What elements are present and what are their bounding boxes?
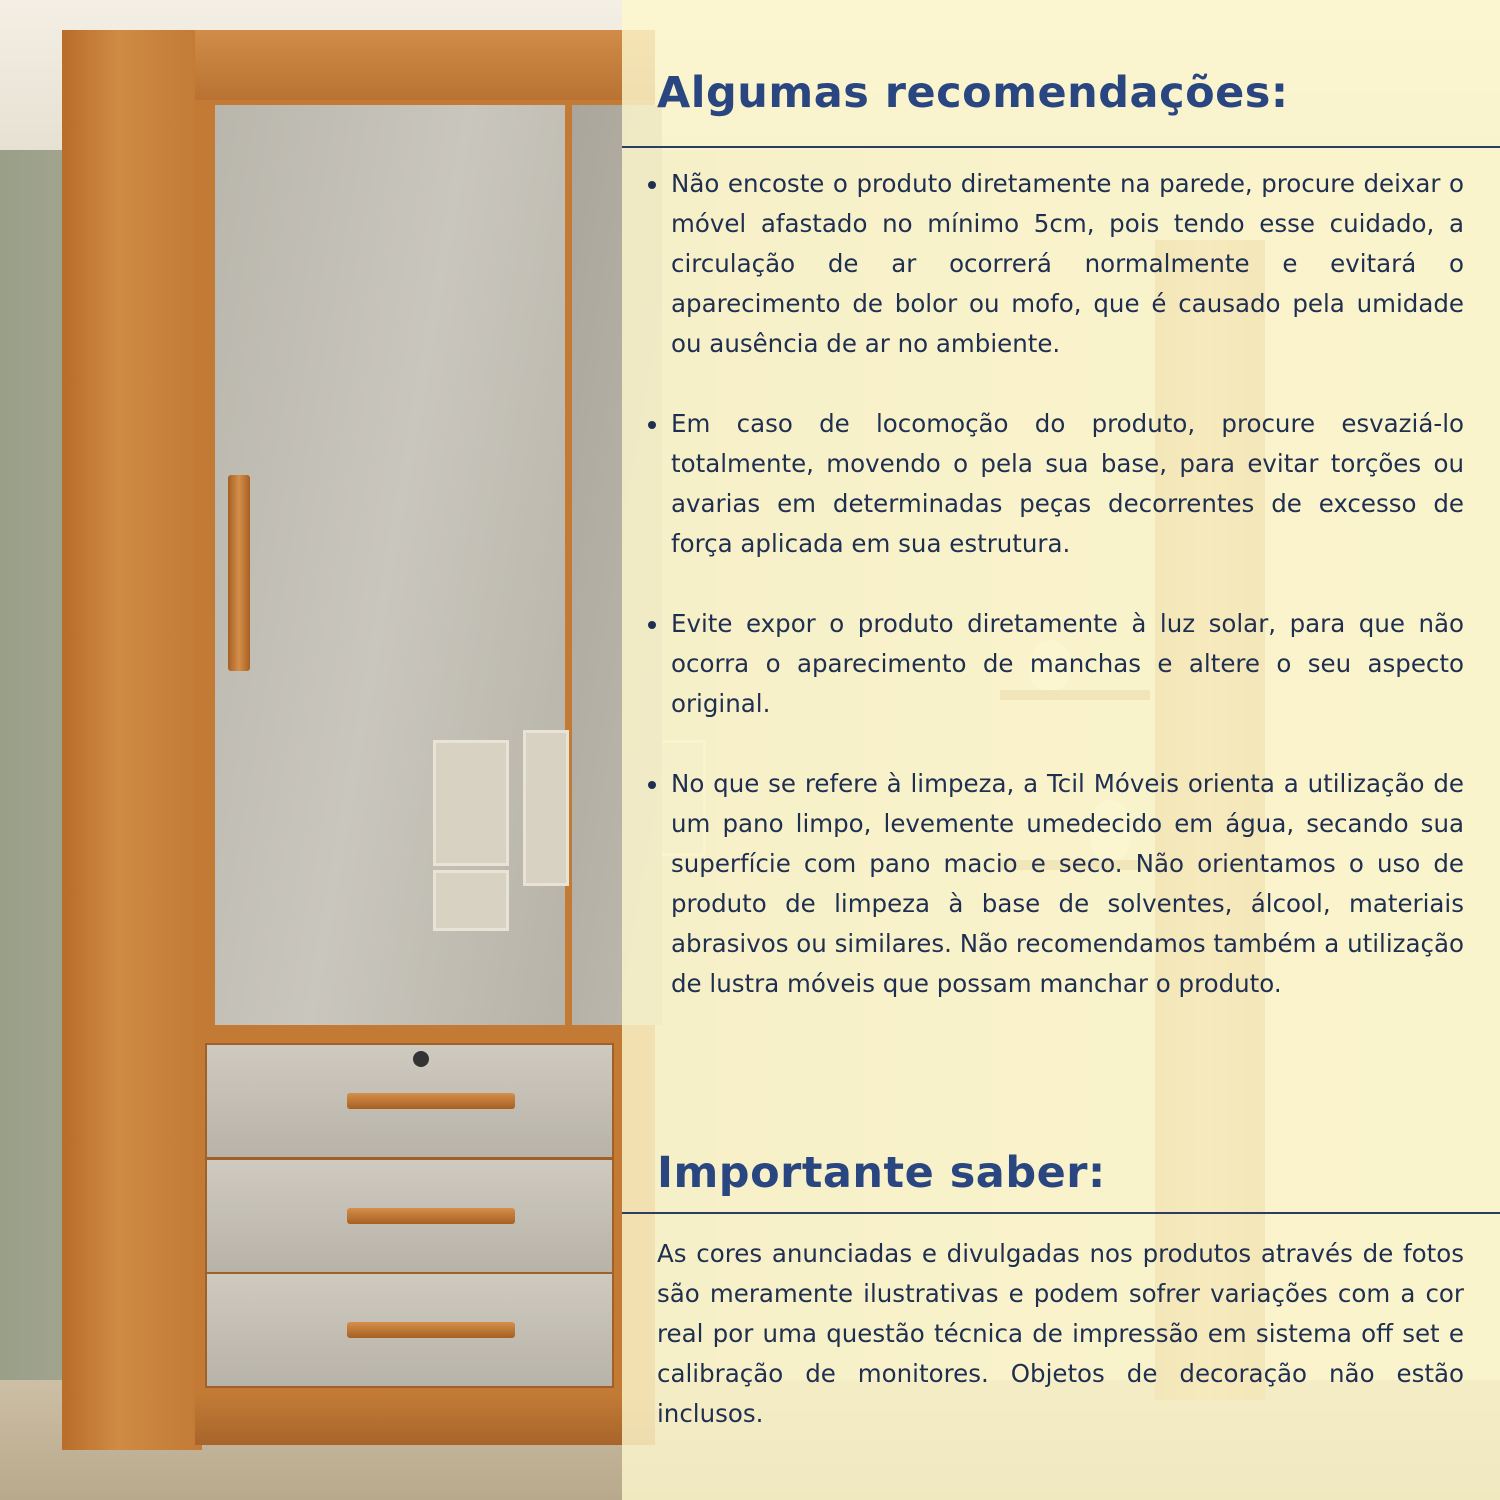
recommendations-heading: Algumas recomendações: xyxy=(657,68,1289,118)
bullet-icon xyxy=(648,181,656,189)
list-item xyxy=(640,604,1464,724)
lock-icon xyxy=(413,1051,429,1067)
wardrobe-top xyxy=(195,30,655,100)
section-divider xyxy=(622,1212,1500,1214)
reflected-frame xyxy=(433,740,509,866)
list-item xyxy=(640,164,1464,364)
wardrobe-drawer xyxy=(205,1158,614,1274)
reflected-frame xyxy=(433,870,509,931)
wardrobe-drawer xyxy=(205,1043,614,1159)
drawer-handle xyxy=(347,1093,515,1109)
list-item xyxy=(640,764,1464,1004)
section-divider xyxy=(622,146,1500,148)
wardrobe-side-panel xyxy=(62,30,202,1450)
list-item-text: Evite expor o produto diretamente à luz solar, para que não ocorra o aparecimento de manchas e altere o seu aspecto original. xyxy=(671,609,1464,718)
wardrobe-drawer xyxy=(205,1272,614,1388)
list-item-text: No que se refere à limpeza, a Tcil Móveis orienta a utilização de um pano limpo, levemente umedecido em água, secando sua superfície com pano macio e seco. Não orientamos o uso de produto de limpeza à base de solventes, álcool, materiais abrasivos ou similares. Não recomendamos também a utilização de lustra móveis que possam manchar o produto. xyxy=(671,769,1464,998)
list-item xyxy=(640,404,1464,564)
list-item-text: Não encoste o produto diretamente na parede, procure deixar o móvel afastado no mínimo 5cm, pois tendo esse cuidado, a circulação de ar ocorrerá normalmente e evitará o aparecimento de bolor ou mofo, que é causado pela umidade ou ausência de ar no ambiente. xyxy=(671,169,1464,358)
door-handle xyxy=(228,475,250,671)
important-heading: Importante saber: xyxy=(657,1148,1106,1198)
wardrobe-base xyxy=(195,1395,655,1445)
reflected-frame xyxy=(523,730,569,886)
drawer-handle xyxy=(347,1208,515,1224)
list-item-text: Em caso de locomoção do produto, procure esvaziá-lo totalmente, movendo o pela sua base, para evitar torções ou avarias em determinadas peças decorrentes de excesso de força aplicada em sua estrutura. xyxy=(671,409,1464,558)
bullet-icon xyxy=(648,781,656,789)
recommendations-list xyxy=(640,164,1464,1004)
bullet-icon xyxy=(648,421,656,429)
important-paragraph: As cores anunciadas e divulgadas nos produtos através de fotos são meramente ilustrativas e podem sofrer variações com a cor real por uma questão técnica de impressão em sistema off set e calibração de monitores. Objetos de decoração não estão inclusos. xyxy=(657,1239,1464,1428)
drawer-handle xyxy=(347,1322,515,1338)
bullet-icon xyxy=(648,621,656,629)
wardrobe-mirror-door xyxy=(215,105,565,1025)
